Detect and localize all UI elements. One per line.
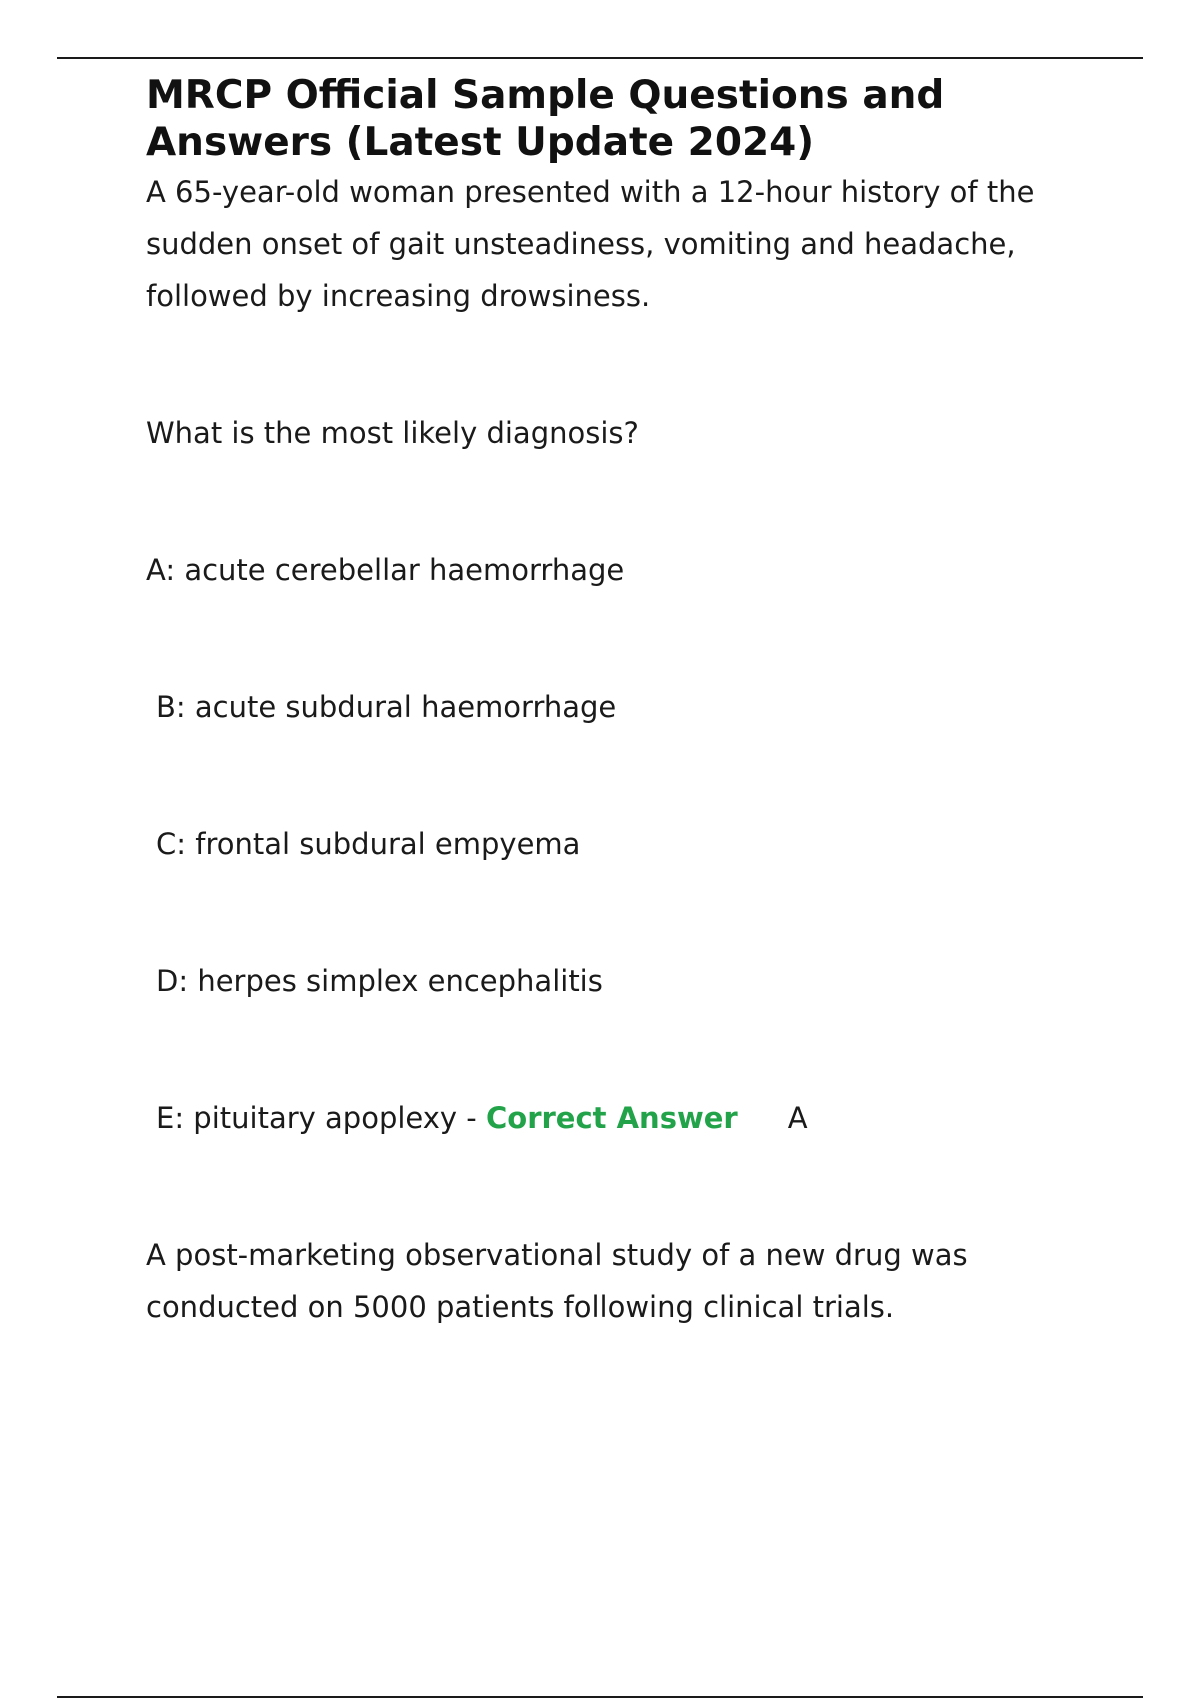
bottom-rule bbox=[57, 1696, 1143, 1698]
question1-stem: A 65-year-old woman presented with a 12-hour history of the sudden onset of gait unsteadiness, vomiting and headache, followed by increasing drowsiness. bbox=[146, 175, 1035, 313]
option-b: B: acute subdural haemorrhage bbox=[156, 690, 617, 724]
question2-stem: A post-marketing observational study of a new drug was conducted on 5000 patients following clinical trials. bbox=[146, 1238, 968, 1324]
option-e bbox=[146, 1092, 1106, 1144]
option-d: D: herpes simplex encephalitis bbox=[156, 964, 603, 998]
document-body bbox=[146, 72, 1106, 1333]
top-rule bbox=[57, 57, 1143, 59]
option-e-text: E: pituitary apoplexy - bbox=[156, 1101, 486, 1135]
correct-answer-label: Correct Answer bbox=[485, 1101, 738, 1135]
option-a: A: acute cerebellar haemorrhage bbox=[146, 553, 625, 587]
option-c: C: frontal subdural empyema bbox=[156, 827, 581, 861]
question1-prompt: What is the most likely diagnosis? bbox=[146, 416, 639, 450]
correct-answer-value: A bbox=[787, 1101, 808, 1135]
page-title: MRCP Official Sample Questions and Answers (Latest Update 2024) bbox=[146, 73, 945, 165]
